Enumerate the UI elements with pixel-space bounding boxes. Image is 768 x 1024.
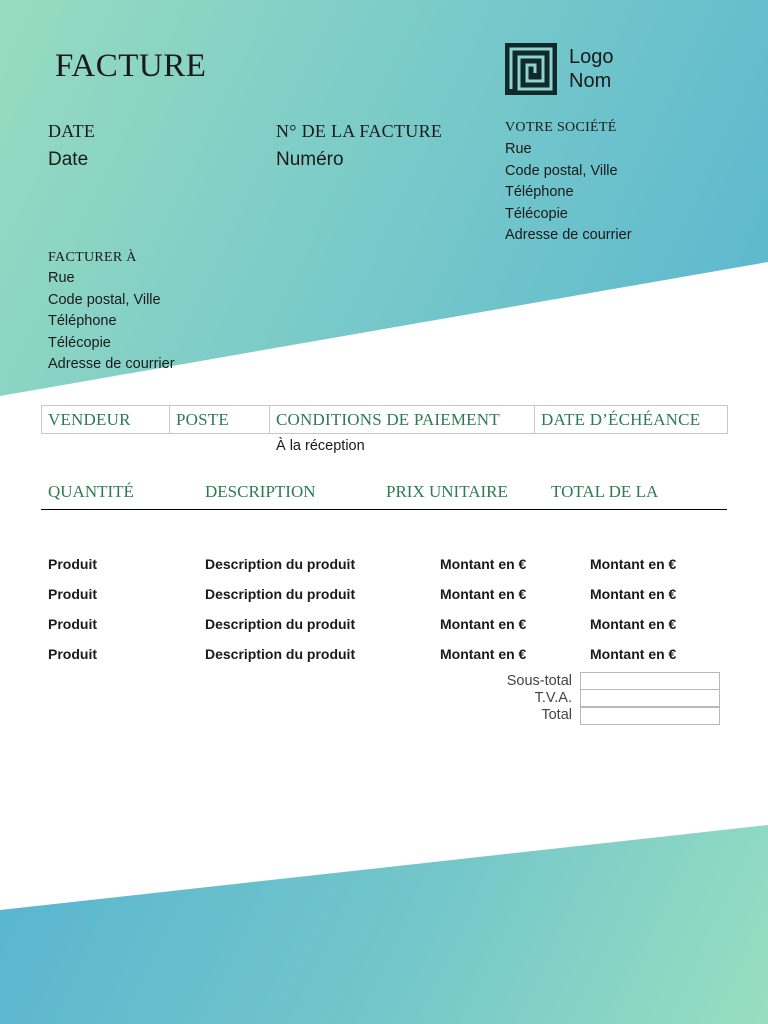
- invoice-title: FACTURE: [55, 48, 207, 84]
- items-header-description: DESCRIPTION: [205, 482, 316, 501]
- terms-header-seller: VENDEUR: [42, 406, 170, 434]
- item-unit-price: Montant en €: [440, 616, 527, 632]
- items-header-quantity: QUANTITÉ: [48, 482, 134, 501]
- vat-field[interactable]: [580, 689, 720, 707]
- item-quantity: Produit: [48, 616, 97, 632]
- item-unit-price: Montant en €: [440, 556, 527, 572]
- bill-to-label: FACTURER À: [48, 250, 137, 265]
- bill-to-phone: Téléphone: [48, 313, 117, 329]
- item-total: Montant en €: [590, 616, 677, 632]
- item-description: Description du produit: [205, 556, 356, 572]
- payment-terms-value: À la réception: [276, 438, 365, 454]
- company-city: Code postal, Ville: [505, 162, 618, 179]
- company-address: [505, 139, 632, 247]
- item-row: [0, 616, 768, 636]
- invoice-number-value: Numéro: [276, 149, 344, 170]
- company-email: Adresse de courrier: [505, 227, 632, 243]
- terms-header-due-date: DATE D’ÉCHÉANCE: [535, 406, 728, 434]
- footer-gradient-background: [0, 820, 768, 1024]
- subtotal-field[interactable]: [580, 672, 720, 690]
- bill-to-email: Adresse de courrier: [48, 356, 175, 372]
- items-header-rule: [41, 509, 727, 510]
- item-unit-price: Montant en €: [440, 646, 527, 662]
- logo-line-2: Nom: [569, 70, 612, 92]
- item-quantity: Produit: [48, 646, 97, 662]
- items-header-line-total: TOTAL DE LA: [551, 482, 659, 501]
- company-street: Rue: [505, 141, 532, 157]
- company-label: VOTRE SOCIÉTÉ: [505, 120, 617, 135]
- bill-to-fax: Télécopie: [48, 334, 111, 351]
- terms-header-position: POSTE: [170, 406, 270, 434]
- subtotal-label: Sous-total: [506, 673, 572, 689]
- item-description: Description du produit: [205, 646, 356, 662]
- item-total: Montant en €: [590, 556, 677, 572]
- logo-line-1: Logo: [569, 46, 614, 68]
- item-total: Montant en €: [590, 586, 677, 602]
- item-total: Montant en €: [590, 646, 677, 662]
- item-description: Description du produit: [205, 586, 356, 602]
- bill-to-street: Rue: [48, 270, 75, 286]
- total-field[interactable]: [580, 707, 720, 725]
- terms-header-payment-terms: CONDITIONS DE PAIEMENT: [270, 406, 535, 434]
- items-header-unit-price: PRIX UNITAIRE: [386, 482, 508, 501]
- item-description: Description du produit: [205, 616, 356, 632]
- logo-maze-icon: [505, 43, 557, 95]
- company-fax: Télécopie: [505, 205, 568, 222]
- total-label: Total: [541, 707, 572, 723]
- logo-text: [569, 45, 614, 93]
- item-unit-price: Montant en €: [440, 586, 527, 602]
- date-value: Date: [48, 149, 89, 170]
- terms-header-row: [42, 406, 728, 434]
- item-row: [0, 586, 768, 606]
- item-row: [0, 646, 768, 666]
- date-label: DATE: [48, 121, 96, 141]
- terms-table: [41, 405, 728, 434]
- vat-label: T.V.A.: [534, 690, 572, 706]
- item-quantity: Produit: [48, 556, 97, 572]
- item-row: [0, 556, 768, 576]
- bill-to-address: [48, 268, 175, 376]
- item-quantity: Produit: [48, 586, 97, 602]
- company-phone: Téléphone: [505, 184, 574, 200]
- invoice-number-label: N° DE LA FACTURE: [276, 121, 443, 141]
- bill-to-city: Code postal, Ville: [48, 291, 161, 308]
